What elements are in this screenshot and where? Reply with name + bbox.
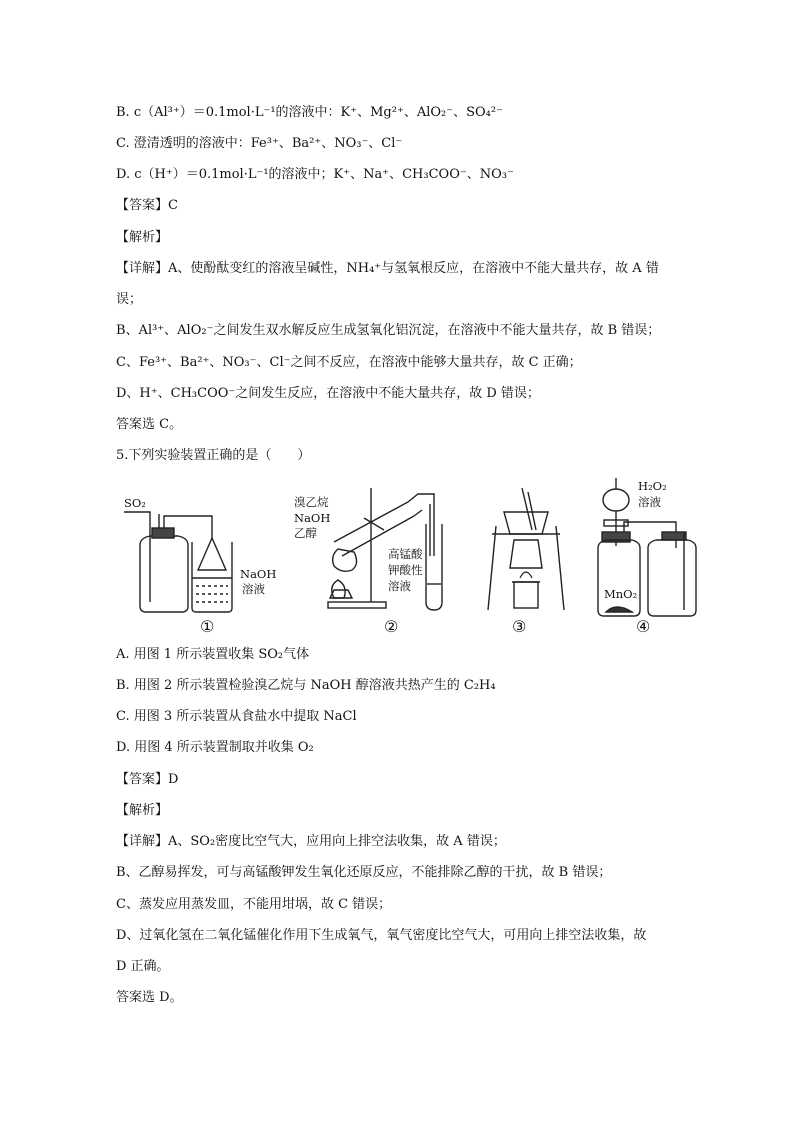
explanation-line: D、H⁺、CH₃COO⁻之间发生反应，在溶液中不能大量共存，故 D 错误； xyxy=(116,386,540,401)
figure-number-1: ① xyxy=(200,617,215,635)
naoh-label-1: NaOH xyxy=(240,567,277,581)
kmno4-label-b: 钾酸性 xyxy=(388,563,423,577)
h2o2-label: H₂O₂ xyxy=(638,479,667,493)
q5-explanation-line: 【详解】A、SO₂密度比空气大，应用向上排空法收集，故 A 错误； xyxy=(116,834,506,849)
explanation-line: 误； xyxy=(116,292,143,307)
so2-label: SO₂ xyxy=(124,496,146,510)
apparatus-1 xyxy=(124,496,276,635)
q5-answer-choice-line: 答案选 D。 xyxy=(116,990,183,1005)
figure-number-3: ③ xyxy=(512,617,527,635)
q5-explanation-line: D、过氧化氢在二氧化锰催化作用下生成氧气，氧气密度比空气大，可用向上排空法收集，故 xyxy=(116,928,647,943)
explanation-line: B、Al³⁺、AlO₂⁻之间发生双水解反应生成氢氧化铝沉淀，在溶液中不能大量共存，故 B 错误； xyxy=(116,323,661,338)
naoh-label-2: NaOH xyxy=(294,511,331,525)
q5-option-d: D. 用图 4 所示装置制取并收集 O₂ xyxy=(116,740,314,755)
option-c-line: C. 澄清透明的溶液中：Fe³⁺、Ba²⁺、NO₃⁻、Cl⁻ xyxy=(116,136,403,151)
analysis-label-q4: 【解析】 xyxy=(116,230,169,245)
apparatus-4 xyxy=(598,478,696,635)
q5-explanation-line: B、乙醇易挥发，可与高锰酸钾发生氧化还原反应，不能排除乙醇的干扰，故 B 错误； xyxy=(116,865,612,880)
apparatus-diagram xyxy=(116,470,718,635)
figure-number-2: ② xyxy=(384,617,399,635)
answer-label-q4: 【答案】C xyxy=(116,198,178,213)
explanation-line: C、Fe³⁺、Ba²⁺、NO₃⁻、Cl⁻之间不反应，在溶液中能够大量共存，故 C 正确； xyxy=(116,355,582,370)
option-d-line: D. c（H⁺）＝0.1mol·L⁻¹的溶液中；K⁺、Na⁺、CH₃COO⁻、NO₃⁻ xyxy=(116,167,514,182)
apparatus-2 xyxy=(294,488,442,635)
bromoethane-label: 溴乙烷 xyxy=(294,495,329,509)
explanation-line: 【详解】A、使酚酞变红的溶液呈碱性，NH₄⁺与氢氧根反应，在溶液中不能大量共存，故 A 错 xyxy=(116,261,659,276)
h2o2-solution-label: 溶液 xyxy=(638,495,661,509)
mno2-label: MnO₂ xyxy=(604,587,638,601)
ethanol-label: 乙醇 xyxy=(294,526,317,540)
question-5-stem: 5.下列实验装置正确的是（ ） xyxy=(116,448,311,463)
q5-option-c: C. 用图 3 所示装置从食盐水中提取 NaCl xyxy=(116,709,357,724)
naoh-solution-label-1: 溶液 xyxy=(242,582,265,596)
figure-number-4: ④ xyxy=(636,617,651,635)
q5-explanation-line: D 正确。 xyxy=(116,959,170,974)
q5-option-b: B. 用图 2 所示装置检验溴乙烷与 NaOH 醇溶液共热产生的 C₂H₄ xyxy=(116,678,496,693)
kmno4-label-c: 溶液 xyxy=(388,579,411,593)
apparatus-figure xyxy=(116,470,718,635)
answer-label-q5: 【答案】D xyxy=(116,772,179,787)
answer-choice-line: 答案选 C。 xyxy=(116,417,183,432)
apparatus-3 xyxy=(488,488,564,635)
analysis-label-q5: 【解析】 xyxy=(116,803,169,818)
kmno4-label-a: 高锰酸 xyxy=(388,547,423,561)
q5-explanation-line: C、蒸发应用蒸发皿，不能用坩埚，故 C 错误； xyxy=(116,897,392,912)
option-b-line: B. c（Al³⁺）＝0.1mol·L⁻¹的溶液中：K⁺、Mg²⁺、AlO₂⁻、SO₄²⁻ xyxy=(116,105,503,120)
q5-option-a: A. 用图 1 所示装置收集 SO₂气体 xyxy=(116,647,310,662)
